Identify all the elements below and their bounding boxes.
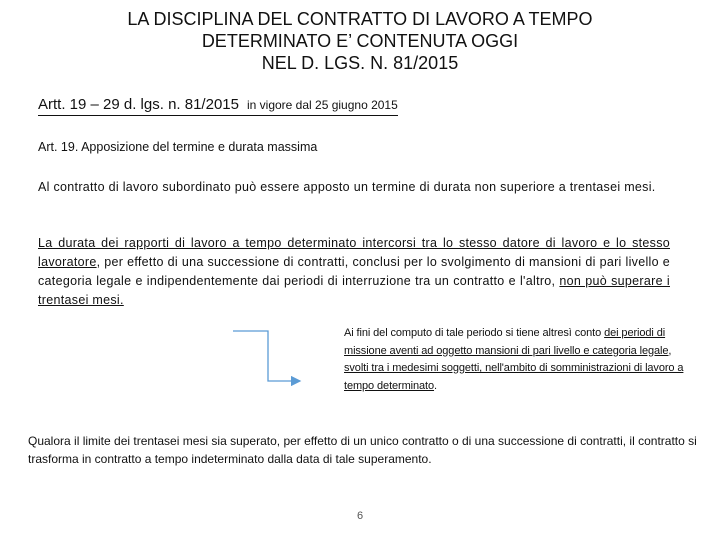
paragraph-conversion: Qualora il limite dei trentasei mesi sia superato, per effetto di un unico contratto o di una successione di contratti, il contratto si trasforma in contratto a tempo indeterminato dalla data di tale superamento. (28, 434, 697, 466)
title-line-3: NEL D. LGS. N. 81/2015 (261, 53, 459, 73)
law-articles: Artt. 19 – 29 d. lgs. n. 81/2015 (38, 96, 239, 113)
paragraph2-underlined-start: La durata dei rapporti di lavoro a tempo determinato intercorsi tra lo stesso datore di lavoro e lo stesso lavoratore (38, 236, 670, 269)
title-line-1: LA DISCIPLINA DEL CONTRATTO DI LAVORO A TEMPO (127, 9, 593, 29)
missions-note (344, 325, 689, 395)
article-heading: Art. 19. Apposizione del termine e durata massima (38, 140, 318, 154)
paragraph2-underlined-end: non può superare i trentasei mesi. (38, 274, 670, 307)
note-underlined: dei periodi di missione aventi ad oggetto mansioni di pari livello e categoria legale, svolti tra i medesimi soggetti, nell'ambito di somministrazioni di lavoro a tempo determinato (344, 327, 684, 392)
page-number: 6 (356, 510, 364, 522)
note-plain: Ai fini del computo di tale periodo si tiene altresì conto (344, 327, 605, 339)
paragraph2-middle: , per effetto di una successione di contratti, conclusi per lo svolgimento di mansioni di pari livello e categoria legale e indipendentemente dai periodi di interruzione tra un contratto e l'altro, (38, 255, 670, 288)
title-line-2: DETERMINATO E’ CONTENUTA OGGI (201, 31, 519, 51)
paragraph-max-duration: Al contratto di lavoro subordinato può essere apposto un termine di durata non superiore a trentasei mesi. (38, 180, 656, 194)
law-effective-date: in vigore dal 25 giugno 2015 (246, 98, 398, 112)
note-end: . (434, 379, 437, 392)
